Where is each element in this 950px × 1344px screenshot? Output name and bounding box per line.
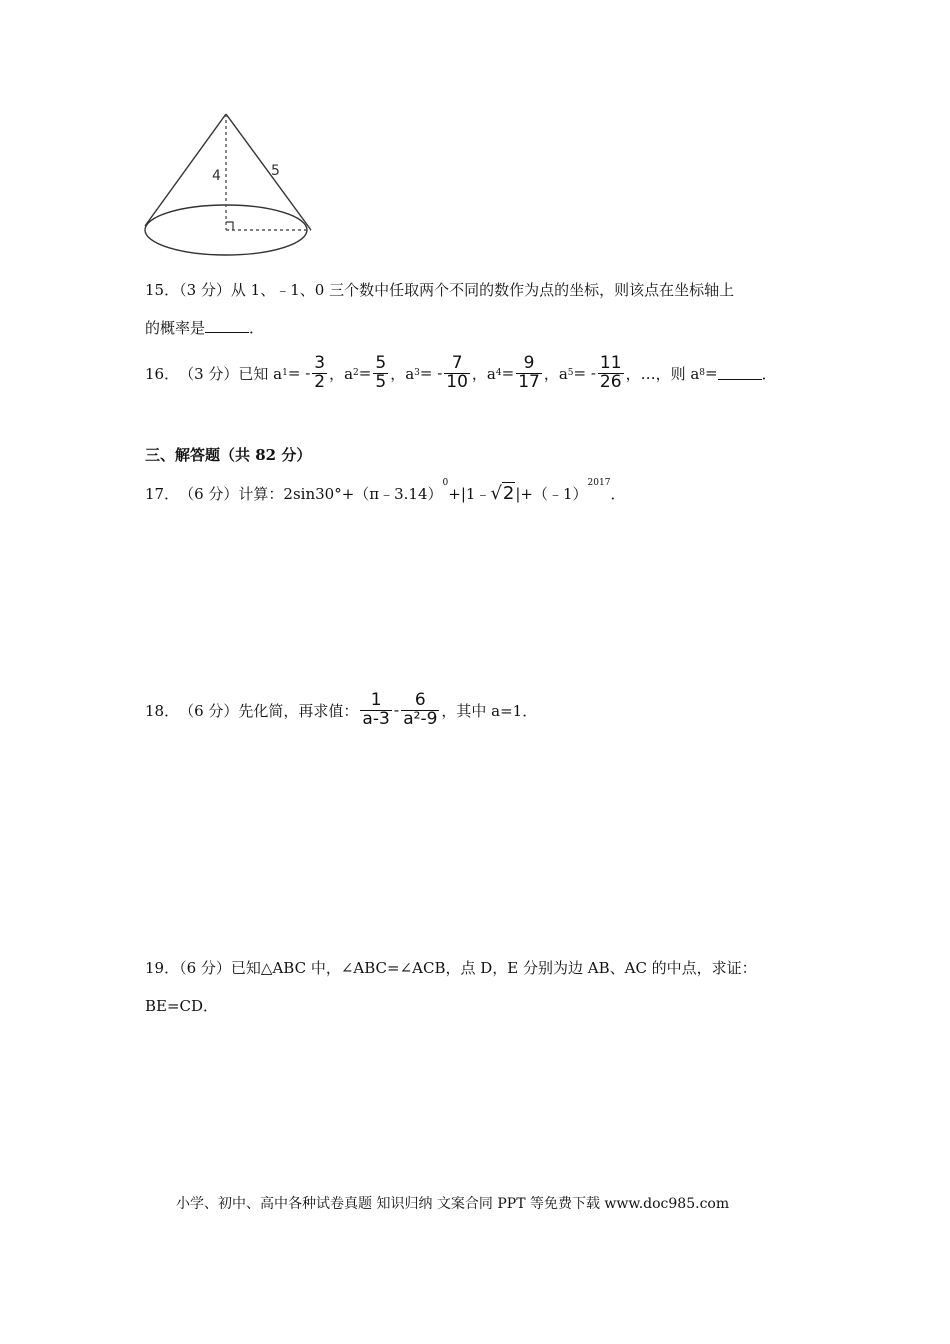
sqrt-expression: √2 (490, 483, 515, 504)
section-title: 三、解答题（共 82 分） (145, 446, 312, 464)
question-15-text-2: 的概率是 (145, 319, 206, 337)
question-15-score: （3 分） (179, 281, 231, 299)
page-footer: 小学、初中、高中各种试卷真题 知识归纳 文案合同 PPT 等免费下载 www.doc985.com (176, 1196, 730, 1212)
sequence-term-2: $\frac{5}{5}$ (375, 352, 387, 392)
sequence-term-5: $\frac{11}{26}$ (599, 352, 622, 392)
question-19-line1: 19．（6 分）已知△ABC 中，∠ABC=∠ACB，点 D，E 分别为边 AB、AC 的中点，求证： (145, 959, 757, 977)
fraction-1: $\frac{1}{a-3}$ (362, 689, 390, 729)
sequence-term-1: $\frac{3}{2}$ (314, 352, 326, 392)
question-16: 16． （3 分） 已知 a 1 = - $\frac{3}{2}$ ，a 2 = $\frac{5}{5}$ ，a 3 = - $\frac{7}{10}$ ，a 4 = $\frac{9}{17}$ ，a 5 = - $\frac{11}{26}$ ， …，则 a 8 = ． (145, 352, 777, 392)
question-17: 17． （6 分） 计算：2sin30°+（π﹣3.14） $^0$ +|1﹣ √2 |+（﹣1） $^{2017}$ ． (145, 478, 626, 504)
question-19-line2: BE=CD． (145, 997, 219, 1015)
height-label: 4 (212, 168, 221, 184)
question-16-intro: 已知 a (238, 364, 283, 383)
question-18-number: 18． (145, 701, 180, 720)
question-17-score: （6 分） (179, 485, 239, 503)
question-15-text: 从 1、﹣1、0 三个数中任取两个不同的数作为点的坐标，则该点在坐标轴上 (230, 281, 735, 299)
question-18: 18． （6 分） 先化简，再求值： $\frac{1}{a-3}$ - $\frac{6}{\text{a²-9}}$ ，其中 a=1． (145, 689, 538, 729)
question-15-number: 15． (145, 281, 180, 299)
question-19-number: 19． (145, 959, 180, 977)
cone-right-slant (226, 114, 311, 230)
slant-label: 5 (271, 163, 280, 179)
sequence-term-4: $\frac{9}{17}$ (518, 352, 540, 392)
question-15-line1 (145, 279, 734, 300)
answer-blank-16 (718, 367, 762, 380)
question-19-score: （6 分） (179, 959, 231, 977)
right-angle-mark (226, 222, 233, 230)
question-15-line2: 的概率是 ． (145, 319, 265, 337)
sequence-term-3: $\frac{7}{10}$ (446, 352, 468, 392)
question-18-score: （6 分） (179, 701, 239, 720)
question-16-score: （3 分） (179, 364, 239, 383)
cone-figure (140, 108, 320, 263)
question-16-number: 16． (145, 364, 180, 383)
question-17-number: 17． (145, 485, 180, 503)
fraction-2: $\frac{6}{\text{a²-9}}$ (403, 689, 438, 729)
answer-blank-15 (205, 320, 249, 333)
